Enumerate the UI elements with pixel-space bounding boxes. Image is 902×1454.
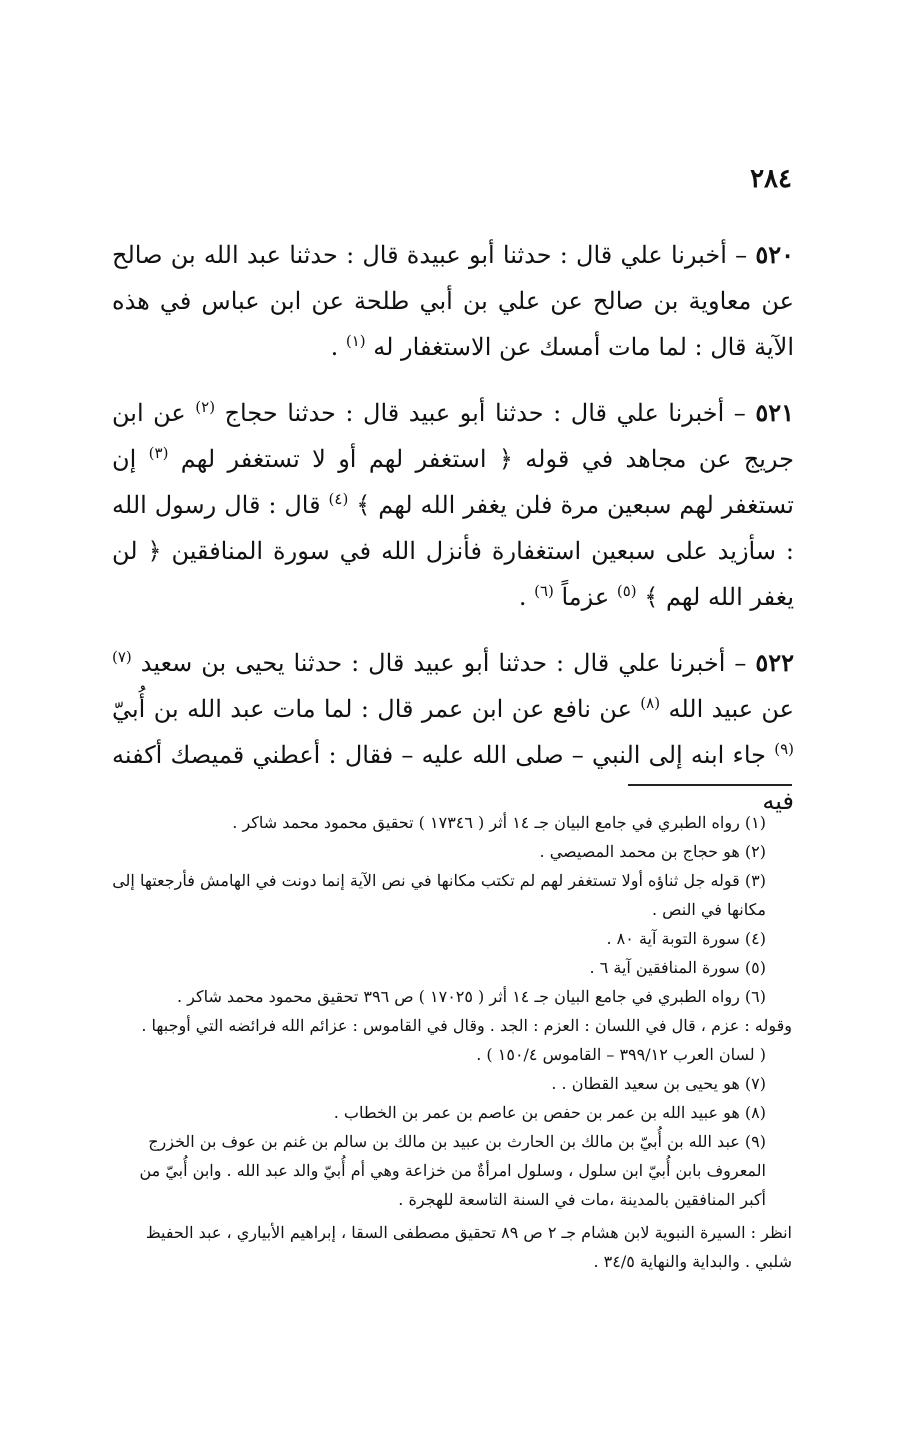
hadith-number: ٥٢١ bbox=[755, 398, 794, 427]
hadith-text: إن تستغفر لهم سبعين مرة فلن يغفر الله لهم ﴾ bbox=[112, 445, 794, 519]
hadith-text: عن نافع عن ابن عمر قال : لما مات عبد الله بن أُبيّ bbox=[112, 695, 641, 723]
footnote-9: (٩) عبد الله بن أُبيّ بن مالك بن الحارث بن عبيد بن مالك بن سالم بن غنم بن عوف بن الخزرج المعروف بابن أُبيّ ابن سلول ، وسلول امرأةٌ من خزاعة وهي أم أُبيّ والد عبد الله . وابن أُبيّ من أكبر المنافقين بالمدينة ،مات في السنة التاسعة للهجرة . bbox=[139, 1132, 766, 1209]
footnote-ref: (٥) bbox=[616, 582, 637, 600]
footnote-6: (٦) رواه الطبري في جامع البيان جـ ١٤ أثر ( ١٧٠٢٥ ) ص ٣٩٦ تحقيق محمود محمد شاكر . bbox=[177, 987, 766, 1006]
hadith-text: عن عبيد الله bbox=[660, 695, 794, 723]
footnote-ref: (٩) bbox=[774, 740, 794, 758]
footnote-ref: (٤) bbox=[328, 490, 349, 508]
hadith-522 bbox=[112, 640, 794, 824]
hadith-521 bbox=[112, 390, 794, 620]
hadith-text: – أخبرنا علي قال : حدثنا أبو عبيد قال : حدثنا حجاج bbox=[215, 399, 756, 427]
hadith-text-end: . bbox=[330, 333, 346, 361]
footnote-8: (٨) هو عبيد الله بن عمر بن حفص بن عاصم بن عمر بن الخطاب . bbox=[333, 1103, 766, 1122]
hadith-text: جاء ابنه إلى النبي – صلى الله عليه – فقال : أعطني قميصك أكفنه فيه bbox=[112, 741, 794, 815]
hadith-number: ٥٢٠ bbox=[755, 240, 794, 269]
footnote-ref: (٣) bbox=[148, 444, 169, 462]
footnote-6-note: وقوله : عزم ، قال في اللسان : العزم : الجد . وقال في القاموس : عزائم الله فرائضه التي أوجبها . bbox=[141, 1016, 792, 1035]
footnote-6-reference: ( لسان العرب ٣٩٩/١٢ – القاموس ١٥٠/٤ ) . bbox=[476, 1045, 766, 1064]
footnote-ref: (٧) bbox=[112, 648, 132, 666]
hadith-text: – أخبرنا علي قال : حدثنا أبو عبيدة قال : حدثنا عبد الله بن صالح عن معاوية بن صالح عن علي بن أبي طلحة عن ابن عباس في هذه الآية قال : لما مات أمسك عن الاستغفار له bbox=[112, 241, 794, 361]
footnote-1: (١) رواه الطبري في جامع البيان جـ ١٤ أثر ( ١٧٣٤٦ ) تحقيق محمود محمد شاكر . bbox=[232, 813, 766, 832]
hadith-number: ٥٢٢ bbox=[755, 648, 794, 677]
footnote-3: (٣) قوله جل ثناؤه أولا تستغفر لهم لم تكتب مكانها في نص الآية إنما دونت في الهامش فأرجعتها إلى مكانها في النص . bbox=[112, 871, 766, 919]
footnote-ref: (٦) bbox=[534, 582, 554, 600]
hadith-text: قال : قال رسول الله : سأزيد على سبعين استغفارة فأنزل الله في سورة المنافقين ﴿ لن يغفر الله لهم ﴾ bbox=[112, 491, 794, 611]
main-text bbox=[112, 232, 794, 844]
footnote-ref: (٢) bbox=[195, 398, 216, 416]
page-number: ٢٨٤ bbox=[750, 164, 792, 194]
footnote-5: (٥) سورة المنافقين آية ٦ . bbox=[589, 958, 766, 977]
footnote-divider bbox=[628, 784, 792, 786]
footnote-2: (٢) هو حجاج بن محمد المصيصي . bbox=[539, 842, 766, 861]
hadith-text: عن ابن جريج عن مجاهد في قوله ﴿ استغفر لهم أو لا تستغفر لهم bbox=[112, 399, 794, 473]
footnotes bbox=[112, 808, 792, 1276]
hadith-520 bbox=[112, 232, 794, 370]
footnote-ref: (١) bbox=[345, 332, 366, 350]
hadith-text-end: . bbox=[518, 583, 535, 611]
hadith-text: – أخبرنا علي قال : حدثنا أبو عبيد قال : حدثنا يحيى بن سعيد bbox=[131, 649, 756, 677]
footnote-4: (٤) سورة التوبة آية ٨٠ . bbox=[606, 929, 766, 948]
hadith-text: عزماً bbox=[553, 583, 617, 611]
footnote-7: (٧) هو يحيى بن سعيد القطان . . bbox=[551, 1074, 766, 1093]
footnote-ref: (٨) bbox=[640, 694, 661, 712]
footnote-9-sources: انظر : السيرة النبوية لابن هشام جـ ٢ ص ٨٩ تحقيق مصطفى السقا ، إبراهيم الأبياري ، عبد الحفيظ شلبي . والبداية والنهاية ٣٤/٥ . bbox=[145, 1223, 792, 1271]
